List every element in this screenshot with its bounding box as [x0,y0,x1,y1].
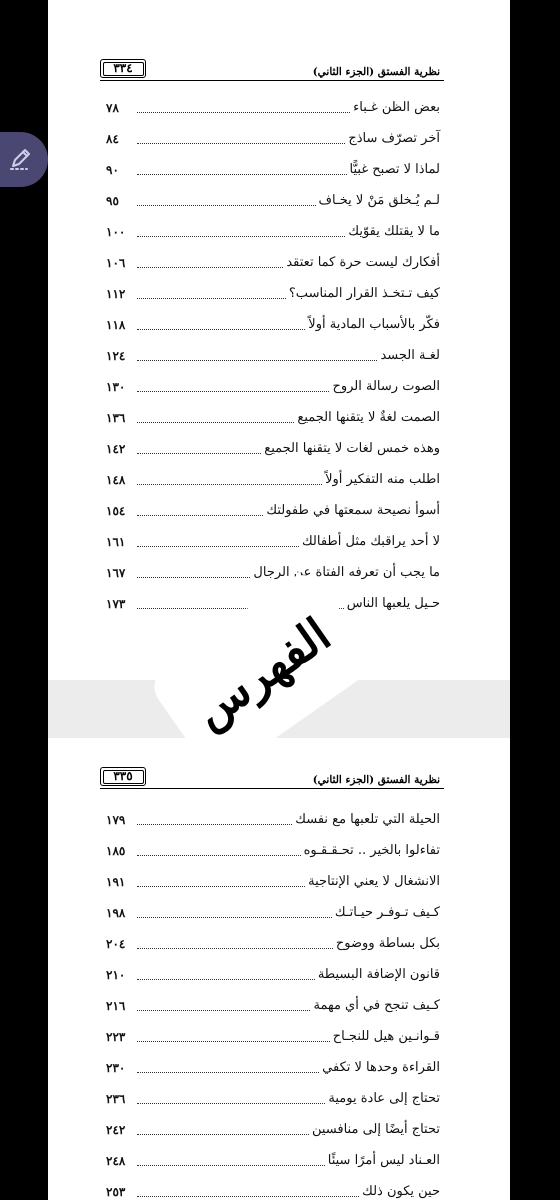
toc-entry-title: تفاءلوا بالخير .. تحـقـقـوه [303,843,440,858]
toc-entry [106,1052,440,1083]
page-header [100,764,444,789]
toc-leader-dots [137,1125,309,1135]
toc-entry [106,835,440,866]
toc-entry-page: ١٤٨ [106,472,126,487]
toc-entry-title: وهذه خمس لغات لا يتقنها الجميع [264,441,440,456]
toc-leader-dots [137,165,347,175]
toc-leader-dots [137,444,261,454]
toc-entry [106,1176,440,1200]
toc-entry-page: ١٦٧ [106,565,126,580]
toc-list [106,804,440,1200]
toc-leader-dots [137,475,322,485]
toc-leader-dots [137,1063,319,1073]
toc-entry-title: آخر تصرّف ساذج [348,131,440,146]
toc-entry [106,557,440,588]
toc-page-bottom [48,738,510,1200]
toc-leader-dots [137,196,316,206]
toc-entry-title: بكل بساطة ووضوح [335,936,440,951]
toc-entry-page: ١٠٦ [106,255,126,270]
toc-entry [106,185,440,216]
toc-entry [106,526,440,557]
stamp-text: الفهرس [183,607,341,739]
toc-entry-title: بعض الظن غـباء [353,100,440,115]
toc-leader-dots [137,320,305,330]
toc-entry [106,464,440,495]
toc-entry-page: ٢٣٠ [106,1060,126,1075]
toc-entry-title: لا أحد يراقبك مثل أطفالك [301,534,440,549]
toc-page-top [48,0,510,680]
toc-entry-page: ١٣٦ [106,410,126,425]
toc-entry-title: فكّر بالأسباب المادية أولاً [308,317,440,332]
toc-entry-title: أسوأ نصيحة سمعتها في طفولتك [266,503,440,518]
toc-entry-page: ١٢٤ [106,348,126,363]
book-title: نظرية الفستق (الجزء الثاني) [312,774,440,786]
toc-leader-dots [137,1156,325,1166]
toc-entry [106,1021,440,1052]
page-header [100,56,444,81]
toc-entry-title: الصمت لغةٌ لا يتقنها الجميع [297,410,440,425]
toc-entry-title: حـيل يلعبها الناس [346,596,440,611]
toc-entry-title: قانون الإضافة البسيطة [317,967,440,982]
toc-leader-dots [137,506,263,516]
toc-entry-page: ٩٠ [106,162,119,177]
toc-entry-page: ٢١٦ [106,998,126,1013]
toc-entry [106,990,440,1021]
toc-leader-dots [137,413,294,423]
toc-entry-page: ١٨٥ [106,843,126,858]
toc-entry-title: ما يجب أن تعرفه الفتاة عن الرجال [253,565,440,580]
toc-entry-title: الحيلة التي تلعبها مع نفسك [295,812,440,827]
toc-entry-title: كـيف تـوفـر حيـاتـك [334,905,440,920]
toc-entry-page: ٢٠٤ [106,936,126,951]
toc-leader-dots [137,877,305,887]
toc-entry-page: ٨٤ [106,131,119,146]
toc-entry-page: ١٧٩ [106,812,126,827]
toc-entry-page: ٢٣٦ [106,1091,126,1106]
toc-entry-title: تحتاج أيضًا إلى منافسين [311,1122,440,1137]
toc-entry-page: ١٧٣ [106,596,126,611]
toc-entry-title: كـيف تنجح في أي مهمة [313,998,440,1013]
toc-entry [106,216,440,247]
toc-entry [106,309,440,340]
toc-entry [106,897,440,928]
toc-entry-page: ٩٥ [106,193,119,208]
toc-entry [106,92,440,123]
toc-entry-title: أفكارك ليست حرة كما تعتقد [286,255,440,270]
toc-list [106,92,440,619]
toc-leader-dots [137,815,292,825]
toc-entry [106,928,440,959]
toc-entry [106,371,440,402]
toc-entry [106,1083,440,1114]
toc-entry-page: ٢١٠ [106,967,126,982]
toc-leader-dots [137,939,333,949]
toc-entry-title: الانشغال لا يعني الإنتاجية [308,874,440,889]
toc-entry-title: حين يكون ذلك [362,1184,440,1199]
toc-entry [106,495,440,526]
toc-entry [106,1114,440,1145]
toc-entry [106,340,440,371]
toc-entry-title: لغـة الجسد [380,348,440,363]
toc-leader-dots [137,289,286,299]
toc-entry-page: ١٩١ [106,874,126,889]
toc-entry-page: ١١٢ [106,286,126,301]
toc-entry-page: ١١٨ [106,317,126,332]
toc-entry-page: ١٩٨ [106,905,126,920]
toc-leader-dots [137,846,301,856]
toc-leader-dots [137,103,350,113]
toc-leader-dots [137,568,250,578]
book-title: نظرية الفستق (الجزء الثاني) [312,66,440,78]
toc-entry [106,866,440,897]
toc-entry [106,959,440,990]
page-number: ٣٣٤ [100,59,146,78]
toc-entry-title: ما لا يقتلك يقوّيك [348,224,440,239]
toc-leader-dots [137,537,299,547]
toc-leader-dots [137,1001,310,1011]
toc-entry [106,1145,440,1176]
toc-entry [106,804,440,835]
toc-entry-title: تحتاج إلى عادة يومية [328,1091,440,1106]
toc-entry [106,433,440,464]
toc-leader-dots [137,382,329,392]
toc-leader-dots [137,351,377,361]
toc-leader-dots [137,227,345,237]
annotate-button[interactable] [0,132,48,187]
toc-leader-dots [137,258,283,268]
toc-entry-page: ٧٨ [106,100,119,115]
toc-leader-dots [137,134,345,144]
toc-entry [106,154,440,185]
toc-leader-dots [137,1032,330,1042]
toc-entry-title: كيف تـتخـذ القرار المناسب؟ [288,286,440,301]
toc-entry-page: ٢٤٨ [106,1153,126,1168]
toc-entry-title: العـناد ليس أمرًا سيئًا [327,1153,440,1168]
toc-entry-page: ١٦١ [106,534,126,549]
toc-leader-dots [137,1187,359,1197]
toc-entry-title: الصوت رسالة الروح [332,379,440,394]
toc-entry-page: ١٤٢ [106,441,126,456]
toc-entry-title: القراءة وحدها لا تكفي [322,1060,440,1075]
toc-leader-dots [137,1094,325,1104]
toc-entry [106,402,440,433]
toc-entry-page: ١٥٤ [106,503,126,518]
toc-entry-title: لـم يُـخلق مَنْ لا يخـاف [318,193,440,208]
toc-entry [106,247,440,278]
toc-entry-title: لماذا لا تصبح غبيًّا [349,162,440,177]
toc-entry-title: اطلب منه التفكير أولاً [325,472,440,487]
toc-entry-page: ٢٢٣ [106,1029,126,1044]
page-number: ٣٣٥ [100,767,146,786]
toc-leader-dots [137,908,332,918]
pencil-icon [7,146,33,172]
toc-entry-page: ٢٤٢ [106,1122,126,1137]
toc-entry-page: ١٣٠ [106,379,126,394]
toc-entry-page: ٢٥٣ [106,1184,126,1199]
toc-leader-dots [137,970,315,980]
toc-entry [106,123,440,154]
toc-entry-title: قـوانـين هيل للنجـاح [332,1029,440,1044]
toc-entry [106,278,440,309]
toc-entry-page: ١٠٠ [106,224,126,239]
